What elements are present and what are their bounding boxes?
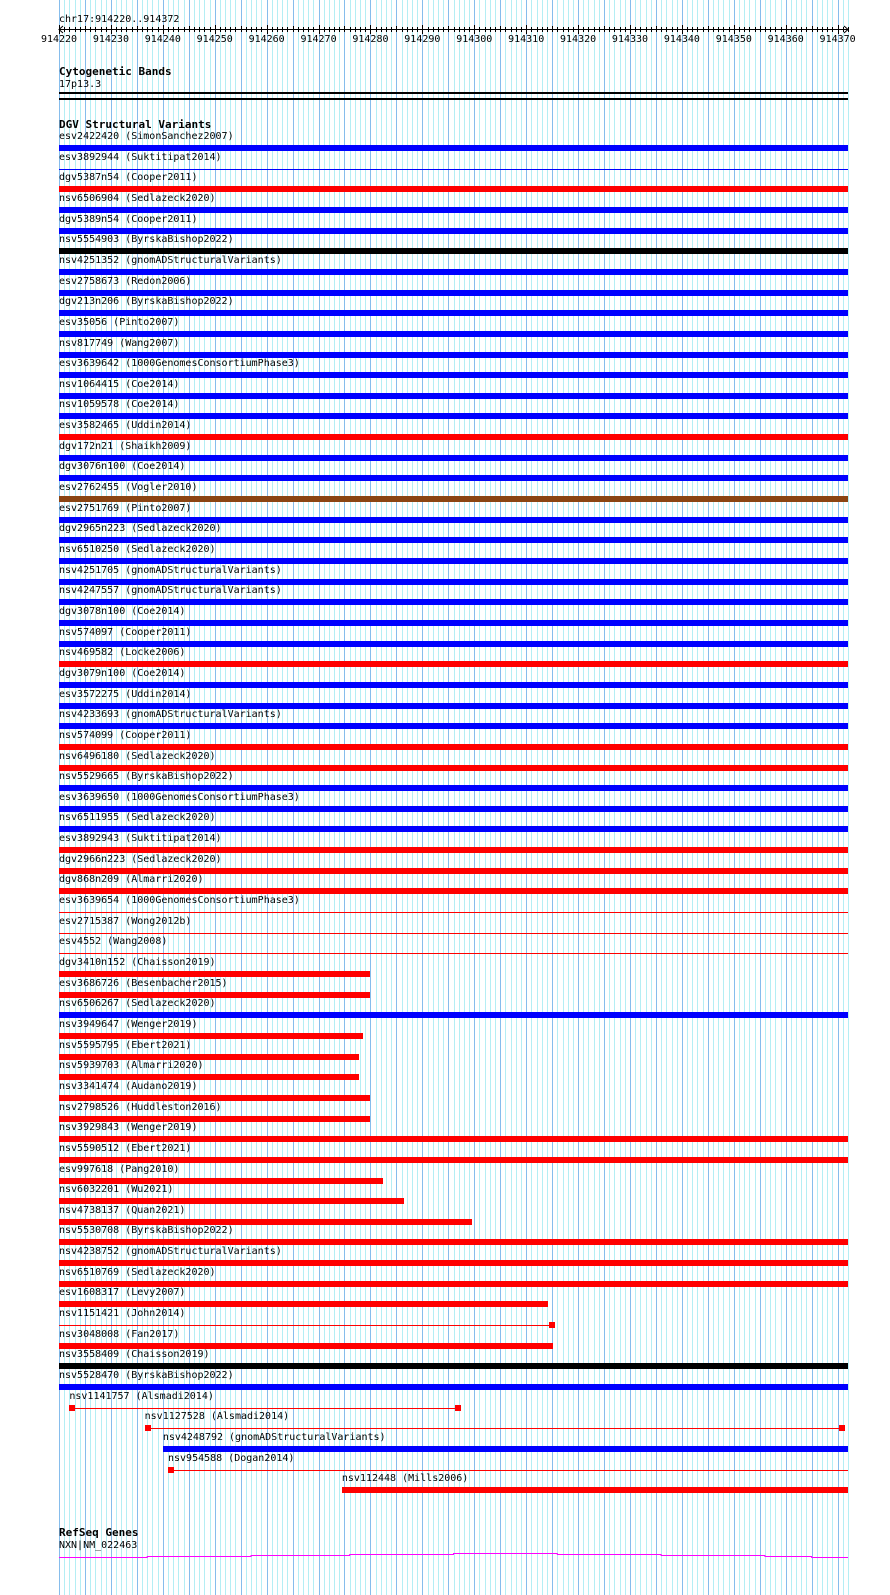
variant-label[interactable]: nsv5530708 (ByrskaBishop2022) xyxy=(59,1225,234,1237)
tick-label: 914280 xyxy=(352,34,389,45)
variant-label[interactable]: nsv469582 (Locke2006) xyxy=(59,647,186,659)
variant-bar[interactable] xyxy=(59,1281,848,1287)
variant-bar[interactable] xyxy=(59,1198,404,1204)
variant-label[interactable]: esv3639642 (1000GenomesConsortiumPhase3) xyxy=(59,358,300,370)
variant-label[interactable]: dgv172n21 (Shaikh2009) xyxy=(59,440,192,452)
tick-label: 914360 xyxy=(767,34,804,45)
variant-label[interactable]: nsv6511955 (Sedlazeck2020) xyxy=(59,812,216,824)
variant-label[interactable]: dgv213n206 (ByrskaBishop2022) xyxy=(59,296,234,308)
variant-label[interactable]: nsv5529665 (ByrskaBishop2022) xyxy=(59,771,234,783)
variant-bar[interactable] xyxy=(59,826,848,832)
variant-label[interactable]: nsv5595795 (Ebert2021) xyxy=(59,1039,192,1051)
ruler-axis xyxy=(0,0,890,40)
variant-label[interactable]: esv35056 (Pinto2007) xyxy=(59,316,180,328)
variant-bar[interactable] xyxy=(59,1054,359,1060)
variant-label[interactable]: nsv4233693 (gnomADStructuralVariants) xyxy=(59,709,282,721)
variant-label[interactable]: nsv1141757 (Alsmadi2014) xyxy=(69,1390,214,1402)
variant-bar[interactable] xyxy=(59,579,848,585)
variant-bar[interactable] xyxy=(59,744,848,750)
gene-model[interactable] xyxy=(0,1550,890,1562)
variant-end-box xyxy=(455,1405,461,1411)
variant-label[interactable]: nsv112448 (Mills2006) xyxy=(341,1473,469,1485)
variant-bar[interactable] xyxy=(59,207,848,213)
variant-bar[interactable] xyxy=(59,620,848,626)
tick-label: 914300 xyxy=(456,34,493,45)
variant-bar[interactable] xyxy=(59,1095,370,1101)
variant-end-box xyxy=(839,1425,845,1431)
variant-bar[interactable] xyxy=(59,331,848,337)
tick-label: 914220 xyxy=(40,34,78,45)
variant-label[interactable]: dgv3078n100 (Coe2014) xyxy=(59,605,186,617)
variant-label[interactable]: nsv1064415 (Coe2014) xyxy=(59,378,180,390)
variant-label[interactable]: nsv3048008 (Fan2017) xyxy=(59,1328,180,1340)
variant-label[interactable]: nsv3949647 (Wenger2019) xyxy=(59,1018,198,1030)
variant-bar[interactable] xyxy=(59,248,848,254)
tick-label: 914230 xyxy=(92,34,129,45)
variant-label[interactable]: nsv4238752 (gnomADStructuralVariants) xyxy=(59,1246,282,1258)
variant-bar[interactable] xyxy=(163,1446,848,1452)
variant-bar[interactable] xyxy=(59,455,848,461)
variant-bar[interactable] xyxy=(59,372,848,378)
variant-bar[interactable] xyxy=(59,186,848,192)
variant-line[interactable] xyxy=(59,933,848,934)
tick-label: 914290 xyxy=(404,34,441,45)
variant-bar[interactable] xyxy=(59,1157,848,1163)
tick-label: 914340 xyxy=(663,34,700,45)
variant-bar[interactable] xyxy=(59,723,848,729)
variant-label[interactable]: nsv4247557 (gnomADStructuralVariants) xyxy=(59,585,282,597)
tick-label: 914250 xyxy=(196,34,233,45)
variant-label[interactable]: nsv5939703 (Almarri2020) xyxy=(59,1060,204,1072)
variant-bar[interactable] xyxy=(59,145,848,151)
variant-bar[interactable] xyxy=(59,847,848,853)
variant-label[interactable]: nsv3929843 (Wenger2019) xyxy=(59,1122,198,1134)
variant-line[interactable] xyxy=(59,912,848,913)
variant-start-box xyxy=(168,1467,174,1473)
variant-bar[interactable] xyxy=(59,352,848,358)
variant-label[interactable]: nsv6510769 (Sedlazeck2020) xyxy=(59,1266,216,1278)
variant-label[interactable]: nsv4251352 (gnomADStructuralVariants) xyxy=(59,254,282,266)
variant-label[interactable]: nsv817749 (Wang2007) xyxy=(59,337,180,349)
variant-bar[interactable] xyxy=(59,992,370,998)
variant-line[interactable] xyxy=(145,1428,846,1429)
tick-label: 914260 xyxy=(248,34,285,45)
variant-label[interactable]: esv2762455 (Vogler2010) xyxy=(59,482,198,494)
variant-line[interactable] xyxy=(59,1325,555,1326)
variant-bar[interactable] xyxy=(59,434,848,440)
variant-label[interactable]: esv3686726 (Besenbacher2015) xyxy=(59,977,228,989)
variant-bar[interactable] xyxy=(59,1033,363,1039)
variant-label[interactable]: nsv6510250 (Sedlazeck2020) xyxy=(59,544,216,555)
variant-bar[interactable] xyxy=(59,1384,848,1390)
variant-label[interactable]: dgv868n209 (Almarri2020) xyxy=(59,874,204,886)
variant-label[interactable]: nsv6032201 (Wu2021) xyxy=(59,1184,174,1196)
variant-start-box xyxy=(145,1425,151,1431)
cytoband-label: 17p13.3 xyxy=(59,79,102,90)
variant-bar[interactable] xyxy=(59,393,848,399)
variant-bar[interactable] xyxy=(59,641,848,647)
tick-label: 914270 xyxy=(300,34,337,45)
variant-bar[interactable] xyxy=(59,496,848,502)
variant-label[interactable]: dgv3076n100 (Coe2014) xyxy=(59,461,186,473)
variant-label[interactable]: esv3572275 (Uddin2014) xyxy=(59,688,192,700)
variant-label[interactable]: nsv5528470 (ByrskaBishop2022) xyxy=(59,1370,234,1381)
variant-bar[interactable] xyxy=(59,1363,848,1369)
variant-bar[interactable] xyxy=(59,1343,553,1349)
variant-label[interactable]: nsv3558409 (Chaisson2019) xyxy=(59,1349,210,1361)
track-title: DGV Structural Variants xyxy=(59,118,212,131)
variant-label[interactable]: esv997618 (Pang2010) xyxy=(59,1163,180,1175)
variant-label[interactable]: nsv954588 (Dogan2014) xyxy=(168,1452,295,1464)
variant-bar[interactable] xyxy=(342,1487,848,1493)
variant-label[interactable]: nsv5554903 (ByrskaBishop2022) xyxy=(59,234,234,246)
variant-label[interactable]: esv3639654 (1000GenomesConsortiumPhase3) xyxy=(59,895,300,907)
tick-label: 914370 xyxy=(819,34,856,45)
variant-label[interactable]: esv3892943 (Suktitipat2014) xyxy=(59,833,222,845)
variant-bar[interactable] xyxy=(59,703,848,709)
variant-label[interactable]: dgv5389n54 (Cooper2011) xyxy=(59,213,198,225)
variant-label[interactable]: nsv4738137 (Quan2021) xyxy=(59,1204,186,1216)
variant-bar[interactable] xyxy=(59,888,848,894)
variant-label[interactable]: nsv6506904 (Sedlazeck2020) xyxy=(59,192,216,204)
variant-bar[interactable] xyxy=(59,290,848,296)
variant-bar[interactable] xyxy=(59,1136,848,1142)
variant-bar[interactable] xyxy=(59,269,848,275)
variant-label[interactable]: nsv6496180 (Sedlazeck2020) xyxy=(59,750,216,762)
variant-label[interactable]: nsv574097 (Cooper2011) xyxy=(59,626,192,638)
variant-bar[interactable] xyxy=(59,806,848,812)
tick-label: 914310 xyxy=(508,34,545,45)
variant-label[interactable]: nsv574099 (Cooper2011) xyxy=(59,729,192,741)
tick-label: 914350 xyxy=(715,34,752,45)
variant-bar[interactable] xyxy=(59,868,848,874)
variant-bar[interactable] xyxy=(59,310,848,316)
tick-label: 914330 xyxy=(611,34,649,45)
variant-label[interactable]: dgv5387n54 (Cooper2011) xyxy=(59,172,198,184)
variant-bar[interactable] xyxy=(59,661,848,667)
track-title: RefSeq Genes xyxy=(59,1526,139,1539)
variant-line[interactable] xyxy=(59,953,848,954)
variant-bar[interactable] xyxy=(59,517,848,523)
tick-label: 914240 xyxy=(144,34,181,45)
variant-label[interactable]: nsv6506267 (Sedlazeck2020) xyxy=(59,998,216,1010)
variant-label[interactable]: esv2715387 (Wong2012b) xyxy=(59,915,192,927)
variant-bar[interactable] xyxy=(59,1260,848,1266)
variant-line[interactable] xyxy=(69,1408,461,1409)
variant-label[interactable]: nsv1127528 (Alsmadi2014) xyxy=(144,1411,290,1423)
track-divider xyxy=(59,98,848,100)
variant-start-box xyxy=(69,1405,75,1411)
variant-bar[interactable] xyxy=(59,1219,472,1225)
coordinate-ruler[interactable] xyxy=(0,0,890,50)
variant-label[interactable]: nsv1059578 (Coe2014) xyxy=(59,399,180,411)
variant-label[interactable]: dgv3410n152 (Chaisson2019) xyxy=(59,957,216,968)
variant-bar[interactable] xyxy=(59,1116,370,1122)
variant-label[interactable]: nsv3341474 (Audano2019) xyxy=(59,1080,198,1092)
variant-bar[interactable] xyxy=(59,1074,359,1080)
variant-bar[interactable] xyxy=(59,785,848,791)
cytoband-line xyxy=(59,92,848,94)
variant-bar[interactable] xyxy=(59,475,848,481)
variant-bar[interactable] xyxy=(59,1012,848,1018)
variant-label[interactable]: esv3582465 (Uddin2014) xyxy=(59,420,192,432)
tick-label: 914320 xyxy=(560,34,597,45)
variant-line[interactable] xyxy=(168,1470,848,1471)
variant-label[interactable]: nsv1151421 (John2014) xyxy=(59,1308,186,1320)
variant-bar[interactable] xyxy=(59,558,848,564)
variant-label[interactable]: esv3892944 (Suktitipat2014) xyxy=(59,151,222,163)
variant-label[interactable]: nsv5590512 (Ebert2021) xyxy=(59,1142,192,1154)
variant-label[interactable]: nsv4248792 (gnomADStructuralVariants) xyxy=(162,1431,386,1443)
gene-label[interactable]: NXN|NM_022463 xyxy=(59,1540,138,1551)
location-label: chr17:914220..914372 xyxy=(59,14,180,25)
variant-label[interactable]: nsv4251705 (gnomADStructuralVariants) xyxy=(59,564,282,576)
track-title: Cytogenetic Bands xyxy=(59,65,172,78)
variant-bar[interactable] xyxy=(59,1178,383,1184)
variant-bar[interactable] xyxy=(59,599,848,605)
variant-bar[interactable] xyxy=(59,971,370,977)
variant-label[interactable]: dgv2966n223 (Sedlazeck2020) xyxy=(59,853,222,865)
variant-label[interactable]: esv2758673 (Redon2006) xyxy=(59,275,192,287)
variant-bar[interactable] xyxy=(59,413,848,419)
variant-label[interactable]: dgv2965n223 (Sedlazeck2020) xyxy=(59,523,222,535)
variant-end-box xyxy=(549,1322,555,1328)
variant-bar[interactable] xyxy=(59,537,848,543)
variant-label[interactable]: dgv3079n100 (Coe2014) xyxy=(59,667,186,679)
variant-label[interactable]: esv2422420 (SimonSanchez2007) xyxy=(59,131,234,142)
variant-bar[interactable] xyxy=(59,228,848,234)
variant-label[interactable]: nsv2798526 (Huddleston2016) xyxy=(59,1101,222,1113)
variant-bar[interactable] xyxy=(59,682,848,688)
variant-label[interactable]: esv2751769 (Pinto2007) xyxy=(59,502,192,514)
gene-exon-line xyxy=(59,1554,848,1558)
variant-bar[interactable] xyxy=(59,1301,548,1307)
variant-label[interactable]: esv4552 (Wang2008) xyxy=(59,936,168,948)
variant-bar[interactable] xyxy=(59,765,848,771)
variant-label[interactable]: esv3639650 (1000GenomesConsortiumPhase3) xyxy=(59,791,300,803)
variant-label[interactable]: esv1608317 (Levy2007) xyxy=(59,1287,186,1299)
variant-bar[interactable] xyxy=(59,1239,848,1245)
variant-line[interactable] xyxy=(59,169,848,170)
